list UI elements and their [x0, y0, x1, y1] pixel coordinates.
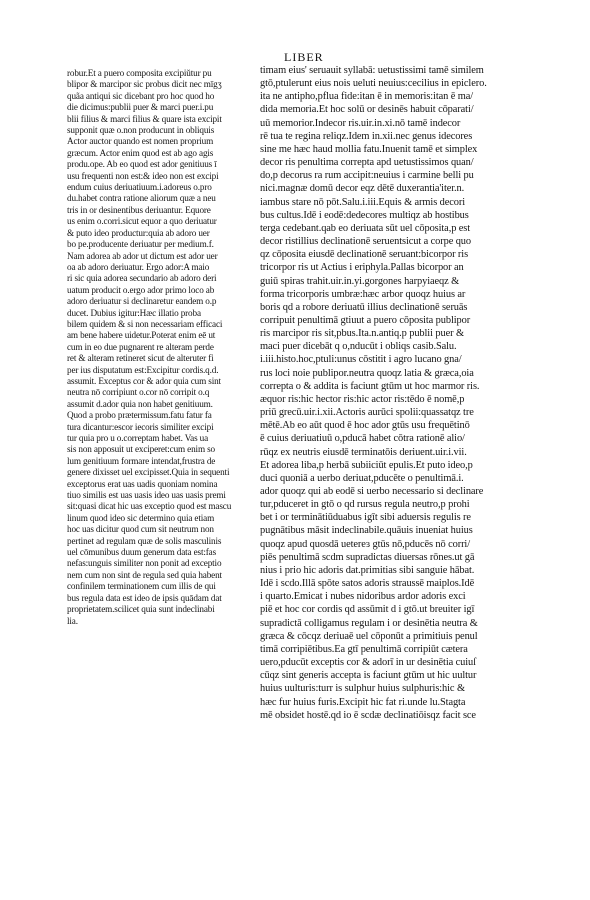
text-line: cum in eo due pugnarent re alteram perde: [67, 341, 214, 352]
text-line: ret & alteram retineret sicut de alteruter fi: [67, 353, 214, 364]
text-line: du.habet contra ratione aliorum quæ a neu: [67, 193, 216, 204]
text-line: piēs penultimā scdm supradictas diuersas rōnes.ut gā: [260, 551, 475, 563]
text-line: do,p decorus ra rum accipit:neuius i carmine belli pu: [260, 170, 474, 182]
text-line: ador quoqz qui ab eodē si uerbo necessario si declinare: [260, 486, 484, 497]
text-line: rē tua te regina reliqz.Idem in.xii.nec genus idecores: [260, 130, 473, 142]
text-line: ē cuius deriuatiuū o,pducā habet cōtra rationē alio/: [260, 433, 465, 445]
text-line: nefas:unguis similiter non ponit ad exceptio: [67, 558, 222, 569]
text-line: i quarto.Emicat i nubes nidoribus ardor adoris exci: [260, 591, 466, 603]
text-line: adoro deriuatur si declinaretur eandem o.p: [67, 296, 217, 307]
text-line: blipor & marcipor sic probus dicit nec mīgʒ: [67, 79, 222, 90]
text-line: Et adorea liba,p herbā subiiciūt epulis.Et puto ideo,p: [260, 459, 473, 471]
text-line: am bene habere uidetur.Poterat enim eē ut: [67, 330, 216, 341]
text-line: per ius disputatum est:Excipitur cordis.q.d.: [67, 364, 219, 375]
text-line: mētē.Ab eo aūt quod ē hoc ador gtūs usu frequētinō: [260, 420, 470, 432]
text-line: supponit quæ o.non producunt in obliquis: [67, 125, 215, 136]
text-line: sis non apposuit ut exciperet:cum enim so: [67, 444, 215, 455]
text-line: Nam adorea ab ador ut dictum est ador uer: [67, 250, 218, 261]
text-line: hæc fur huius furis.Excipit hic fat ri.unde lu.Stagta: [260, 696, 466, 708]
text-line: uatum producit o.ergo ador primo loco ab: [67, 284, 215, 295]
text-line: sine me hæc haud mollia fatu.Inuenit tamē et simplex: [260, 143, 478, 155]
text-line: græca & cōcqz deriuaē uel cōponūt a primitiuis penul: [260, 630, 478, 642]
text-line: tris in or desinentibus deriuantur. Equore: [67, 204, 211, 215]
text-line: ita ne antipho,pflua fide:itan ē in memoris:itan ē ma/: [260, 91, 474, 103]
text-line: blii filius & marci filius & quare ista excipit: [67, 113, 222, 124]
text-line: corripuit penultimā gtiuut a puero cōposita publipor: [260, 314, 471, 326]
text-line: huius uulturis:turr is sulphur huius sulphuris:hic &: [260, 683, 465, 695]
text-line: hoc uas dicitur quod cum sit neutrum non: [67, 524, 214, 535]
right-text-column: [260, 64, 528, 722]
text-line: ris marcipor ris sit,pbus.Ita.n.antiq.p publii puer &: [260, 328, 464, 340]
text-line: supradictā colligamus regulam i or desinētia neutra &: [260, 617, 478, 629]
text-line: lum genitiuum formare intendat,frustra de: [67, 455, 216, 466]
text-line: genere dixisset uel excipisset.Quia in sequenti: [67, 467, 230, 478]
text-line: qz cōposita eiusdē declinationē seruant:bicorpor ris: [260, 249, 469, 261]
text-line: tura dicantur:escor iecoris similiter excipi: [67, 421, 214, 432]
text-line: maci puer dicebāt q o,nducūt i obliqs casib.Salu.: [260, 341, 457, 353]
text-line: linum quod ideo sic determino quia etiam: [67, 512, 215, 523]
text-line: lia.: [67, 615, 78, 626]
text-line: priū grecū.uir.i.xii.Actoris aurūci spolii:quassatqz tre: [260, 407, 474, 419]
text-line: iambus stare nō pōt.Salu.i.iii.Equis & armis decori: [260, 196, 465, 208]
text-line: guiū spiras trahit.uir.in.yi.gorgones harpyiaeqz &: [260, 275, 460, 287]
text-line: Quod a probo prætermissum.fatu fatur fa: [67, 410, 212, 421]
text-line: neutra nō corripiunt o.cor nō corripit o.q: [67, 387, 210, 398]
text-line: piē et hoc cor cordis qd assūmit d i gtō.ut breuiter igī: [260, 604, 475, 616]
text-line: us enim o.corri.sicut equor a quo deriuatur: [67, 216, 217, 227]
text-line: cūqz sint generis accepta is faciunt gtūm ut hic uultur: [260, 670, 477, 682]
text-line: rus loci noie publipor.neutra quoqz latia & græca,oia: [260, 367, 474, 379]
text-line: oa ab adoro deriuatur. Ergo ador:A maio: [67, 261, 210, 272]
text-line: quoqz apud quosdā uetereɜ gtūs nō,pducēs nō corri/: [260, 538, 471, 550]
text-line: nici.magnæ domū decor eqz dētē duxerantia'iter.n.: [260, 183, 465, 195]
text-line: forma tricorporis umbræ:hæc arbor quoqz huius ar: [260, 288, 466, 300]
text-line: pugnātibus māsit indeclinabile.quāuis inueniat huius: [260, 525, 473, 537]
text-line: Idē i scdo.Illā spōte satos adoris straussē maiplos.Idē: [260, 578, 475, 590]
text-line: decor ristillius declinationē seruentsicut a corpe quo: [260, 236, 472, 248]
text-line: correpta o & addita is faciunt gtūm ut hoc marmor ris.: [260, 380, 480, 392]
text-line: assumit. Exceptus cor & ador quia cum sint: [67, 375, 221, 386]
text-line: ri sic quia adorea secundario ab adoro deri: [67, 273, 217, 284]
text-line: nem cum non sint de regula sed quia habent: [67, 569, 222, 580]
text-line: bilem quidem & si non necessariam efficaci: [67, 318, 223, 329]
text-line: tur quia pro u o.correptam habet. Vas ua: [67, 433, 209, 443]
running-head: LIBER: [284, 50, 324, 64]
text-line: quãa antiqui sic dicebant pro hoc quod ho: [67, 90, 215, 101]
text-line: usu frequenti non est:& ideo non est excipi: [67, 170, 219, 181]
text-line: bus regula data est ideo de ipsis quādam dat: [67, 592, 222, 603]
text-line: assumit d.ador quia non habet genitiuum.: [67, 398, 213, 409]
text-line: bo pe.producente deriuatur per medium.f.: [67, 239, 214, 250]
text-line: proprietatem.scilicet quia sunt indeclinabi: [67, 604, 215, 615]
text-line: gtō,ptulerunt eius nois ueluti neuius:cecilius in epiclero.: [260, 78, 487, 90]
text-line: tricorpor ris ut Actius i eriphyla.Pallas bicorpor an: [260, 262, 464, 274]
text-line: ducet. Dubius igitur:Hæc illatio proba: [67, 307, 201, 318]
text-line: pertinet ad regulam quæ de solis masculinis: [67, 535, 222, 546]
text-line: tiuo similis est uas uasis ideo uas uasis premi: [67, 490, 226, 501]
text-line: nius i prio hic adoris dat.primitias sibi sanguie hābat.: [260, 564, 475, 576]
text-line: sit:quasi dicat hic uas exceptio quod est mascu: [67, 501, 232, 512]
text-line: duci quoniā a uerbo deriuat,pducēte o penultimā.i.: [260, 472, 464, 484]
text-line: endum cuius deriuatiuum.i.adoreus o.pro: [67, 182, 212, 193]
text-line: græcum. Actor enim quod est ab ago agis: [67, 147, 214, 158]
text-line: & puto ideo productur:quia ab adoro uer: [67, 227, 210, 238]
text-line: dida memoria.Et hoc solū or desinēs habuit cōparati/: [260, 104, 474, 116]
text-line: rūqz ex neutris eiusdē terminatōis deriuent.uir.i.vii.: [260, 446, 467, 458]
text-line: terga cedebant.qab eo deriuata sūt uel cōposita,p est: [260, 222, 471, 234]
left-text-column: [67, 68, 242, 627]
text-line: robur.Et a puero composita excipiŭtur pu: [67, 68, 212, 78]
text-line: confinilem terminationem cum illis de qui: [67, 581, 216, 592]
text-line: uū memorior.Indecor ris.uir.in.xi.nō tamē indecor: [260, 117, 461, 129]
text-line: timam eius' seruauit syllabā: uetustissimi tamē similem: [260, 65, 484, 76]
text-line: bus cultus.Idē i eodē:dedecores multiqz ab hostibus: [260, 209, 469, 221]
text-line: mē obsidet hostē.qd io ē scdæ declinatiōisqz facit sce: [260, 709, 476, 721]
text-line: exceptorus erat uas uadis quoniam nomina: [67, 478, 218, 489]
text-line: die dicimus:publii puer & marci puer.i.pu: [67, 102, 214, 113]
text-line: tur,pduceret in gtō o qd rursus regula neutro,p prohi: [260, 499, 470, 511]
text-line: boris qd a robore deriuatū illius declinationē seruās: [260, 301, 468, 313]
text-line: Actor auctor quando est nomen proprium: [67, 136, 214, 147]
text-line: decor ris penultima correpta apd uetustissimos quan/: [260, 157, 474, 169]
text-line: uero,pducūt exceptis cor & adorī in ur desinētia cuiuſ: [260, 657, 476, 669]
text-line: timā corripiētibus.Ea gtī penultimā corripiūt cætera: [260, 643, 468, 655]
text-line: bet i or terminātiūduabus igīt sibi aduersis regulis re: [260, 512, 471, 524]
text-line: produ.ope. Ab eo quod est ador genitiuus ī: [67, 159, 217, 170]
text-line: uel cōmunibus duum generum data est:fas: [67, 547, 217, 558]
text-line: i.iii.histo.hoc,ptuli:unus cōstitit i agro lucano gna/: [260, 354, 462, 366]
text-line: æquor ris:hic hector ris:hic actor ris:tēdo ē nomē,p: [260, 393, 465, 405]
